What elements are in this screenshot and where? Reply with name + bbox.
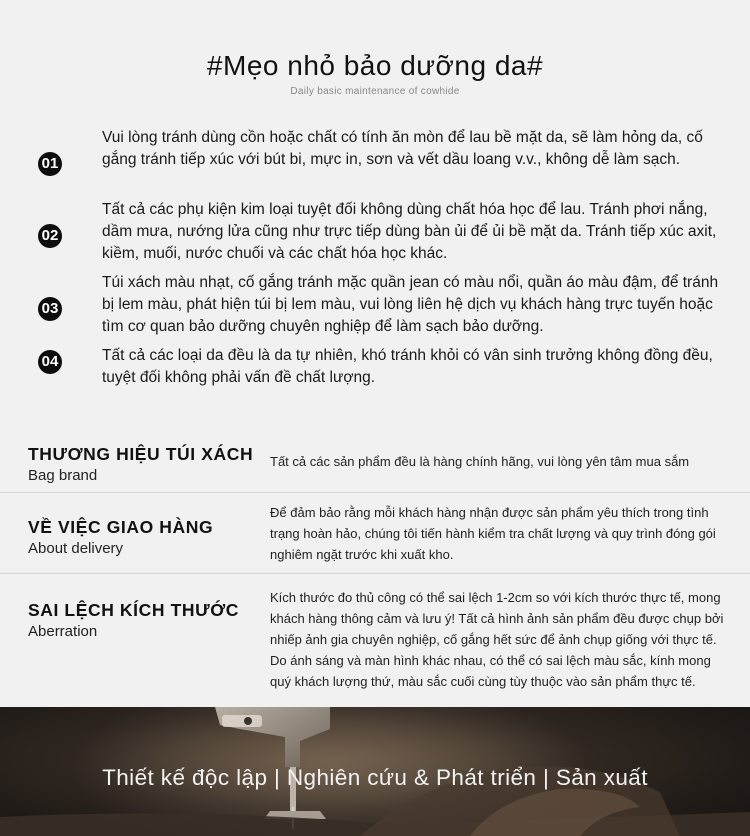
info-title-en: Bag brand — [28, 467, 98, 484]
tip-text: Tất cả các phụ kiện kim loại tuyệt đối không dùng chất hóa học để lau. Tránh phơi nắng, dầm mưa, nướng lửa cũng như trực tiếp dùng bàn ủi để ủi bề mặt da. Tránh tiếp xúc axit, kiềm, muối, nước chuối và các chất hóa học khác. — [102, 201, 717, 262]
tip-number-badge: 02 — [38, 224, 62, 248]
info-label — [28, 444, 253, 484]
info-description: Tất cả các sản phẩm đều là hàng chính hãng, vui lòng yên tâm mua sắm — [270, 454, 690, 469]
info-title-vi: SAI LỆCH KÍCH THƯỚC — [28, 600, 239, 620]
info-title-vi: THƯƠNG HIỆU TÚI XÁCH — [28, 444, 254, 464]
tip-text: Vui lòng tránh dùng cồn hoặc chất có tính ăn mòn để lau bề mặt da, sẽ làm hỏng da, cố gắng tránh tiếp xúc với bút bi, mực in, sơn và vết dầu loang v.v., không dễ làm sạch. — [102, 129, 703, 168]
footer-slogan: Thiết kế độc lập | Nghiên cứu & Phát triển | Sản xuất — [102, 765, 648, 790]
footer-banner — [0, 707, 750, 836]
info-description: Kích thước đo thủ công có thể sai lệch 1-2cm so với kích thước thực tế, mong khách hàng thông cảm và lưu ý! Tất cả hình ảnh sản phẩm đều được chụp bởi nhiếp ảnh gia chuyên nghiệp, cố gắng hết sức để ảnh chụp giống với thực tế. Do ánh sáng và màn hình khác nhau, có thể có sai lệch màu sắc, kính mong quý khách lượng thứ, màu sắc cuối cùng tùy thuộc vào sản phẩm thực tế. — [270, 590, 724, 689]
info-section — [0, 430, 750, 704]
info-row-delivery — [0, 493, 750, 574]
tip-number-badge: 03 — [38, 297, 62, 321]
info-label — [28, 517, 213, 557]
page-subtitle: Daily basic maintenance of cowhide — [290, 86, 460, 97]
info-row-brand — [0, 430, 750, 493]
info-description: Để đảm bảo rằng mỗi khách hàng nhận được sản phẩm yêu thích trong tình trạng hoàn hảo, chúng tôi tiến hành kiểm tra chất lượng và quy trình đóng gói nghiêm ngặt trước khi xuất kho. — [270, 505, 716, 562]
tip-number-badge: 04 — [38, 350, 62, 374]
info-row-aberration — [0, 574, 750, 704]
page-title: #Mẹo nhỏ bảo dưỡng da# — [206, 50, 544, 81]
tip-number-badge: 01 — [38, 152, 62, 176]
tip-text: Tất cả các loại da đều là da tự nhiên, khó tránh khỏi có vân sinh trưởng không đồng đều, tuyệt đối không phải vấn đề chất lượng. — [102, 347, 713, 386]
info-title-vi: VỀ VIỆC GIAO HÀNG — [28, 517, 214, 537]
info-label — [28, 600, 239, 640]
info-title-en: About delivery — [28, 540, 124, 557]
info-title-en: Aberration — [28, 623, 98, 640]
header — [0, 0, 750, 97]
tip-text: Túi xách màu nhạt, cố gắng tránh mặc quần jean có màu nổi, quần áo màu đậm, để tránh bị lem màu, phát hiện túi bị lem màu, vui lòng liên hệ dịch vụ khách hàng trực tuyến hoặc tìm cơ quan bảo dưỡng chuyên nghiệp để làm sạch bảo dưỡng. — [102, 274, 719, 335]
